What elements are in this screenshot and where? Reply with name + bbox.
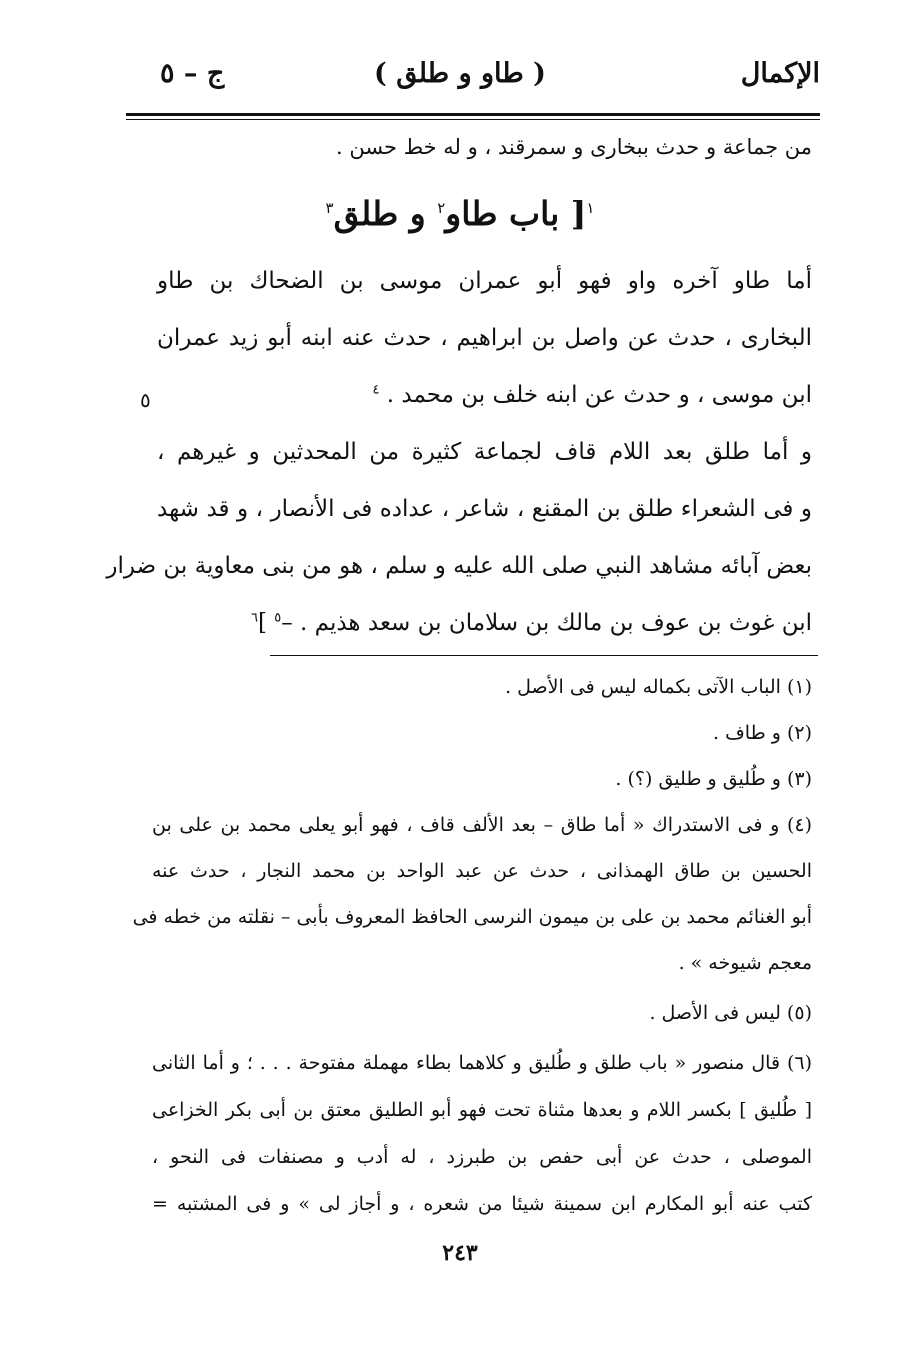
- margin-line-number: ٥: [140, 388, 151, 412]
- running-header-section: ( طاو و طلق ): [374, 58, 546, 89]
- body-line-text: ابن موسى ، و حدث عن ابنه خلف بن محمد .: [386, 382, 812, 408]
- body-line: و فى الشعراء طلق بن المقنع ، شاعر ، عداده فى الأنصار ، و قد شهد: [157, 496, 812, 522]
- body-line: أما طاو آخره واو فهو أبو عمران موسى بن الضحاك بن طاو: [157, 268, 812, 294]
- footnote-4-line: (٤) و فى الاستدراك « أما طاق – بعد الألف قاف ، فهو أبو يعلى محمد بن على بن: [152, 814, 812, 836]
- header-rule-thin: [126, 119, 820, 120]
- footnote-6-line: كتب عنه أبو المكارم ابن سمينة شيئا من شعره ، و أجاز لى » و فى المشتبه =: [152, 1193, 812, 1215]
- footnote-1: (١) الباب الآتى بكماله ليس فى الأصل .: [505, 676, 812, 698]
- body-line: البخارى ، حدث عن واصل بن ابراهيم ، حدث عنه ابنه أبو زيد عمران: [157, 325, 812, 351]
- body-line: [157, 610, 812, 636]
- running-header-book-title: الإكمال: [740, 58, 820, 89]
- footnote-ref-5: ٥: [274, 610, 282, 626]
- chapter-ref-3: ٣: [325, 199, 334, 217]
- footnote-ref-4: ٤: [372, 382, 380, 398]
- chapter-ref-1: ١: [586, 199, 595, 217]
- footnote-3: (٣) و طُليق و طليق (؟) .: [615, 768, 812, 790]
- body-line: و أما طلق بعد اللام قاف لجماعة كثيرة من المحدثين و غيرهم ،: [157, 439, 812, 465]
- closing-bracket: ]: [257, 610, 275, 636]
- page-number: ٢٤٣: [442, 1240, 478, 1266]
- footnote-6-line: (٦) قال منصور « باب طلق و طُليق و كلاهما بطاء مهملة مفتوحة . . . ؛ و أما الثانى: [152, 1052, 812, 1074]
- continuation-line: من جماعة و حدث ببخارى و سمرقند ، و له خط حسن .: [335, 135, 812, 159]
- footnote-4-line: الحسين بن طاق الهمذانى ، حدث عن عبد الواحد بن محمد النجار ، حدث عنه: [152, 860, 812, 882]
- header-rule-thick: [126, 113, 820, 116]
- body-line: بعض آبائه مشاهد النبي صلى الله عليه و سلم ، هو من بنى معاوية بن ضرار: [106, 553, 812, 579]
- footnote-6-line: [ طُليق ] بكسر اللام و بعدها مثناة تحت فهو أبو الطليق معتق بن أبى بكر الخزاعى: [152, 1099, 812, 1121]
- footnote-5: (٥) ليس فى الأصل .: [649, 1002, 812, 1024]
- footnote-separator: [270, 655, 818, 656]
- footnote-6-line: الموصلى ، حدث عن أبى حفص بن طبرزد ، له أدب و مصنفات فى النحو ،: [152, 1146, 812, 1168]
- footnote-4-line: معجم شيوخه » .: [678, 952, 812, 974]
- body-line: [157, 382, 812, 408]
- chapter-ref-2: ٢: [437, 199, 446, 217]
- running-header-volume: ج – ٥: [160, 58, 225, 89]
- chapter-title-part1: [ باب طاو: [445, 194, 587, 233]
- footnote-ref-6: ٦: [250, 610, 258, 626]
- chapter-title: [0, 194, 920, 233]
- footnote-4-line: أبو الغنائم محمد بن على بن ميمون النرسى الحافظ المعروف بأبى – نقلته من خطه فى: [132, 906, 812, 928]
- body-line-text: ابن غوث بن عوف بن مالك بن سلامان بن سعد هذيم . –: [281, 610, 812, 636]
- footnote-2: (٢) و طاف .: [713, 722, 812, 744]
- chapter-title-part2: و طلق: [333, 194, 438, 233]
